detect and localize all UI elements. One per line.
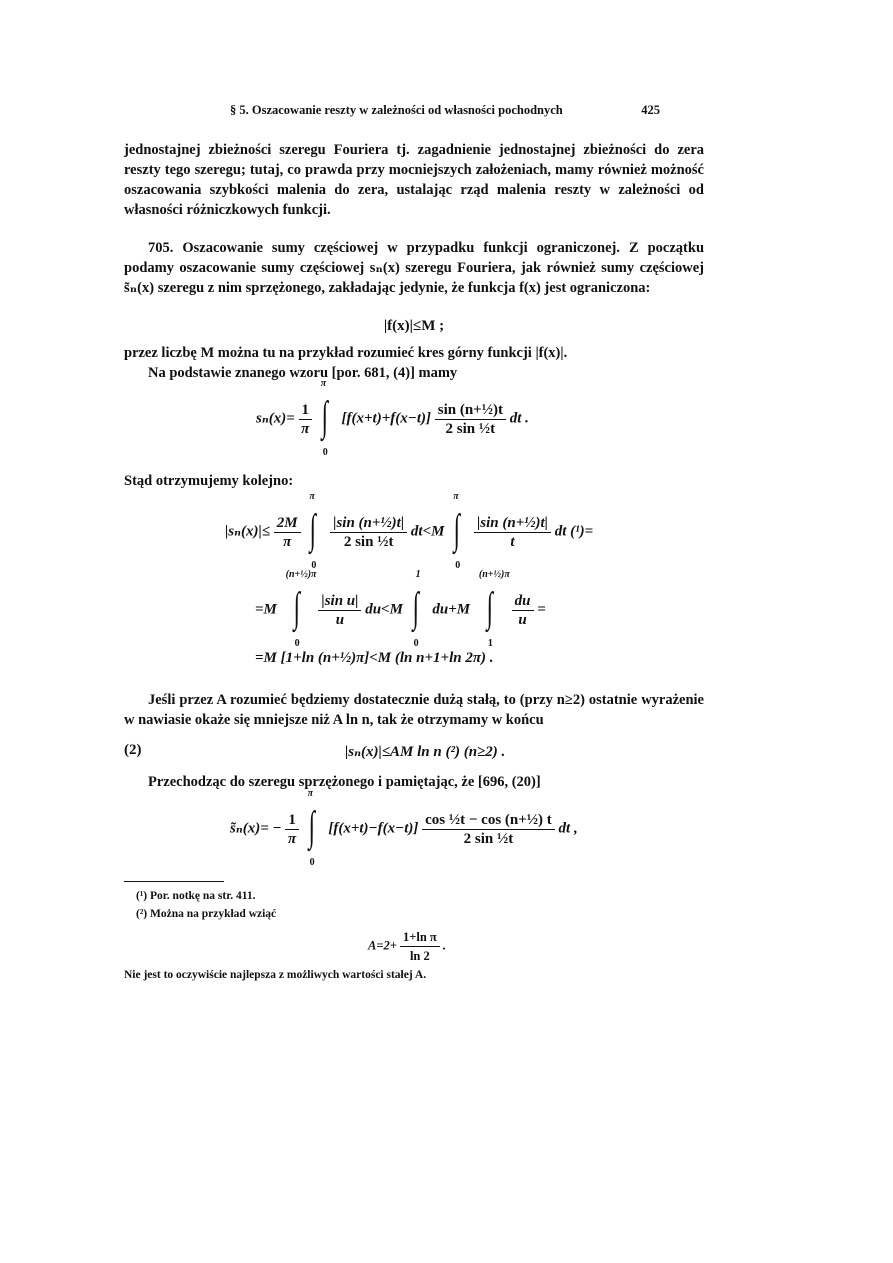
integral-sign: (n+½)π ∫ 0 (285, 569, 317, 649)
paragraph-intro: jednostajnej zbieżności szeregu Fouriera tj. zagadnienie jednostajnej zbieżności do zera reszty tego szeregu; tutaj, co prawda przy mocniejszych założeniach, mamy również możność oszacowania szybkości malenia do zera, ustalając rząd malenia reszty w zależności od własności różniczkowych funkcji. (124, 142, 704, 218)
integral-sign: (n+½)π ∫ 1 (478, 569, 510, 649)
fn-formula-num: 1+ln π (400, 928, 440, 947)
eq3-mid-2: du+M (432, 601, 471, 618)
eq6-lhs: s̃ₙ(x)= − (230, 820, 282, 837)
eq1-coefficient (299, 401, 313, 438)
eq1-kernel-num: sin (n+½)t (435, 401, 506, 420)
section-text: Z początku podamy oszacowanie sumy częściowej sₙ(x) szeregu Fouriera, jak również sumy częściowej s̃ₙ(x) szeregu z nim sprzężonego, zakładając jedynie, że funkcja f(x) jest ograniczona: (124, 240, 705, 296)
fn-formula-tail: . (442, 938, 446, 953)
footnote-2: (²) Można na przykład wziąć (136, 908, 277, 920)
eq2-lower-limit-b: 0 (455, 560, 461, 571)
integral-sign: π ∫ 0 (309, 491, 317, 571)
eq3-upper-2: 1 (415, 569, 421, 580)
equation-partial-sum (256, 378, 529, 458)
integral-sign: π ∫ 0 (320, 378, 328, 458)
eq6-kernel (422, 811, 555, 848)
section-heading: 705. Oszacowanie sumy częściowej w przypadku funkcji ograniczonej. (148, 240, 620, 256)
eq2-f2-den: t (510, 533, 515, 550)
footnote-rule (124, 881, 224, 882)
paragraph-kolejno: Stąd otrzymujemy kolejno: (124, 473, 294, 489)
eq3-lower-1: 0 (294, 638, 300, 649)
eq1-integrand: [f(x+t)+f(x−t)] (341, 410, 431, 427)
eq6-coef-num: 1 (285, 811, 299, 830)
eq3-lower-3: 1 (487, 638, 493, 649)
header-title: § 5. Oszacowanie reszty w zależności od własności pochodnych (230, 103, 563, 117)
footnote-1: (¹) Por. notkę na str. 411. (136, 890, 256, 902)
eq2-coef-num: 2M (274, 514, 301, 533)
eq2-upper-limit-b: π (453, 491, 459, 502)
eq1-kernel (435, 401, 506, 438)
eq3-tail: = (537, 601, 546, 618)
equation-log-bound: |sₙ(x)|≤AM ln n (²) (n≥2) . (345, 744, 506, 760)
equation-estimate-3: =M [1+ln (n+½)π]<M (ln n+1+ln 2π) . (255, 650, 494, 666)
eq3-lower-2: 0 (413, 638, 419, 649)
integral-sign: π ∫ 0 (453, 491, 461, 571)
eq2-lower-limit: 0 (311, 560, 317, 571)
eq2-coefficient (274, 514, 301, 551)
eq3-mid-1: du<M (365, 601, 403, 618)
integral-sign: 1 ∫ 0 (412, 569, 421, 649)
running-header (230, 103, 660, 118)
paragraph-stala: Jeśli przez A rozumieć będziemy dostatecznie dużą stałą, to (przy n≥2) ostatnie wyrażenie w nawiasie okaże się mniejsze niż A ln n, tak że otrzymamy w końcu (124, 692, 704, 728)
eq2-lhs: |sₙ(x)|≤ (225, 523, 271, 540)
fn-formula-den: ln 2 (409, 949, 430, 963)
eq2-coef-den: π (283, 533, 292, 550)
equation-estimate-1 (225, 491, 594, 571)
page-number: 425 (641, 103, 660, 117)
eq6-coefficient (285, 811, 299, 848)
eq1-tail: dt . (509, 410, 529, 427)
eq2-mid: dt<M (410, 523, 445, 540)
eq2-f1-den: 2 sin ½t (343, 533, 394, 550)
eq2-upper-limit: π (309, 491, 315, 502)
eq6-upper-limit: π (307, 788, 314, 799)
eq3-f3-den: u (518, 611, 527, 628)
eq3-f1-num: |sin u| (318, 592, 361, 611)
eq6-tail: dt , (558, 820, 578, 837)
eq6-integrand: [f(x+t)−f(x−t)] (328, 820, 419, 837)
paragraph-kres: przez liczbę M można tu na przykład rozumieć kres górny funkcji |f(x)|. (124, 345, 568, 361)
section-paragraph (124, 238, 704, 298)
eq2-fraction-1 (330, 514, 407, 551)
bound-formula: |f(x)|≤M ; (383, 318, 445, 334)
footnote-formula (368, 928, 446, 965)
eq2-f2-num: |sin (n+½)t| (474, 514, 551, 533)
eq1-kernel-den: 2 sin ½t (445, 420, 496, 437)
eq2-tail: dt (¹)= (554, 523, 594, 540)
eq1-upper-limit: π (320, 378, 327, 389)
fn-formula-fraction (400, 928, 440, 965)
eq1-coef-den: π (301, 420, 310, 437)
eq1-lower-limit: 0 (322, 447, 328, 458)
eq3-fraction-3 (512, 592, 534, 629)
eq6-coef-den: π (287, 830, 297, 847)
eq1-lhs: sₙ(x)= (256, 410, 295, 427)
eq2-fraction-2 (474, 514, 551, 551)
footnote-remark: Nie jest to oczywiście najlepsza z możliwych wartości stałej A. (124, 969, 427, 981)
eq3-f3-num: du (512, 592, 534, 611)
fn-formula-lhs: A=2+ (368, 938, 397, 953)
eq3-lead: =M (255, 601, 277, 618)
equation-conjugate-sum (230, 788, 578, 868)
eq3-f1-den: u (335, 611, 345, 628)
eq3-upper-3: (n+½)π (478, 569, 510, 580)
eq6-kernel-den: 2 sin ½t (463, 830, 514, 847)
eq6-kernel-num: cos ½t − cos (n+½) t (422, 811, 555, 830)
equation-label-2: (2) (124, 742, 142, 758)
paragraph-wzor: Na podstawie znanego wzoru [por. 681, (4)] mamy (148, 365, 458, 381)
eq2-f1-num: |sin (n+½)t| (330, 514, 407, 533)
integral-sign: π ∫ 0 (307, 788, 315, 868)
eq1-coef-num: 1 (299, 401, 313, 420)
eq3-upper-1: (n+½)π (285, 569, 317, 580)
paragraph-sprzezony: Przechodząc do szeregu sprzężonego i pamiętając, że [696, (20)] (148, 774, 541, 790)
equation-estimate-2 (255, 569, 546, 649)
eq6-lower-limit: 0 (309, 857, 315, 868)
eq3-fraction-1 (318, 592, 361, 629)
